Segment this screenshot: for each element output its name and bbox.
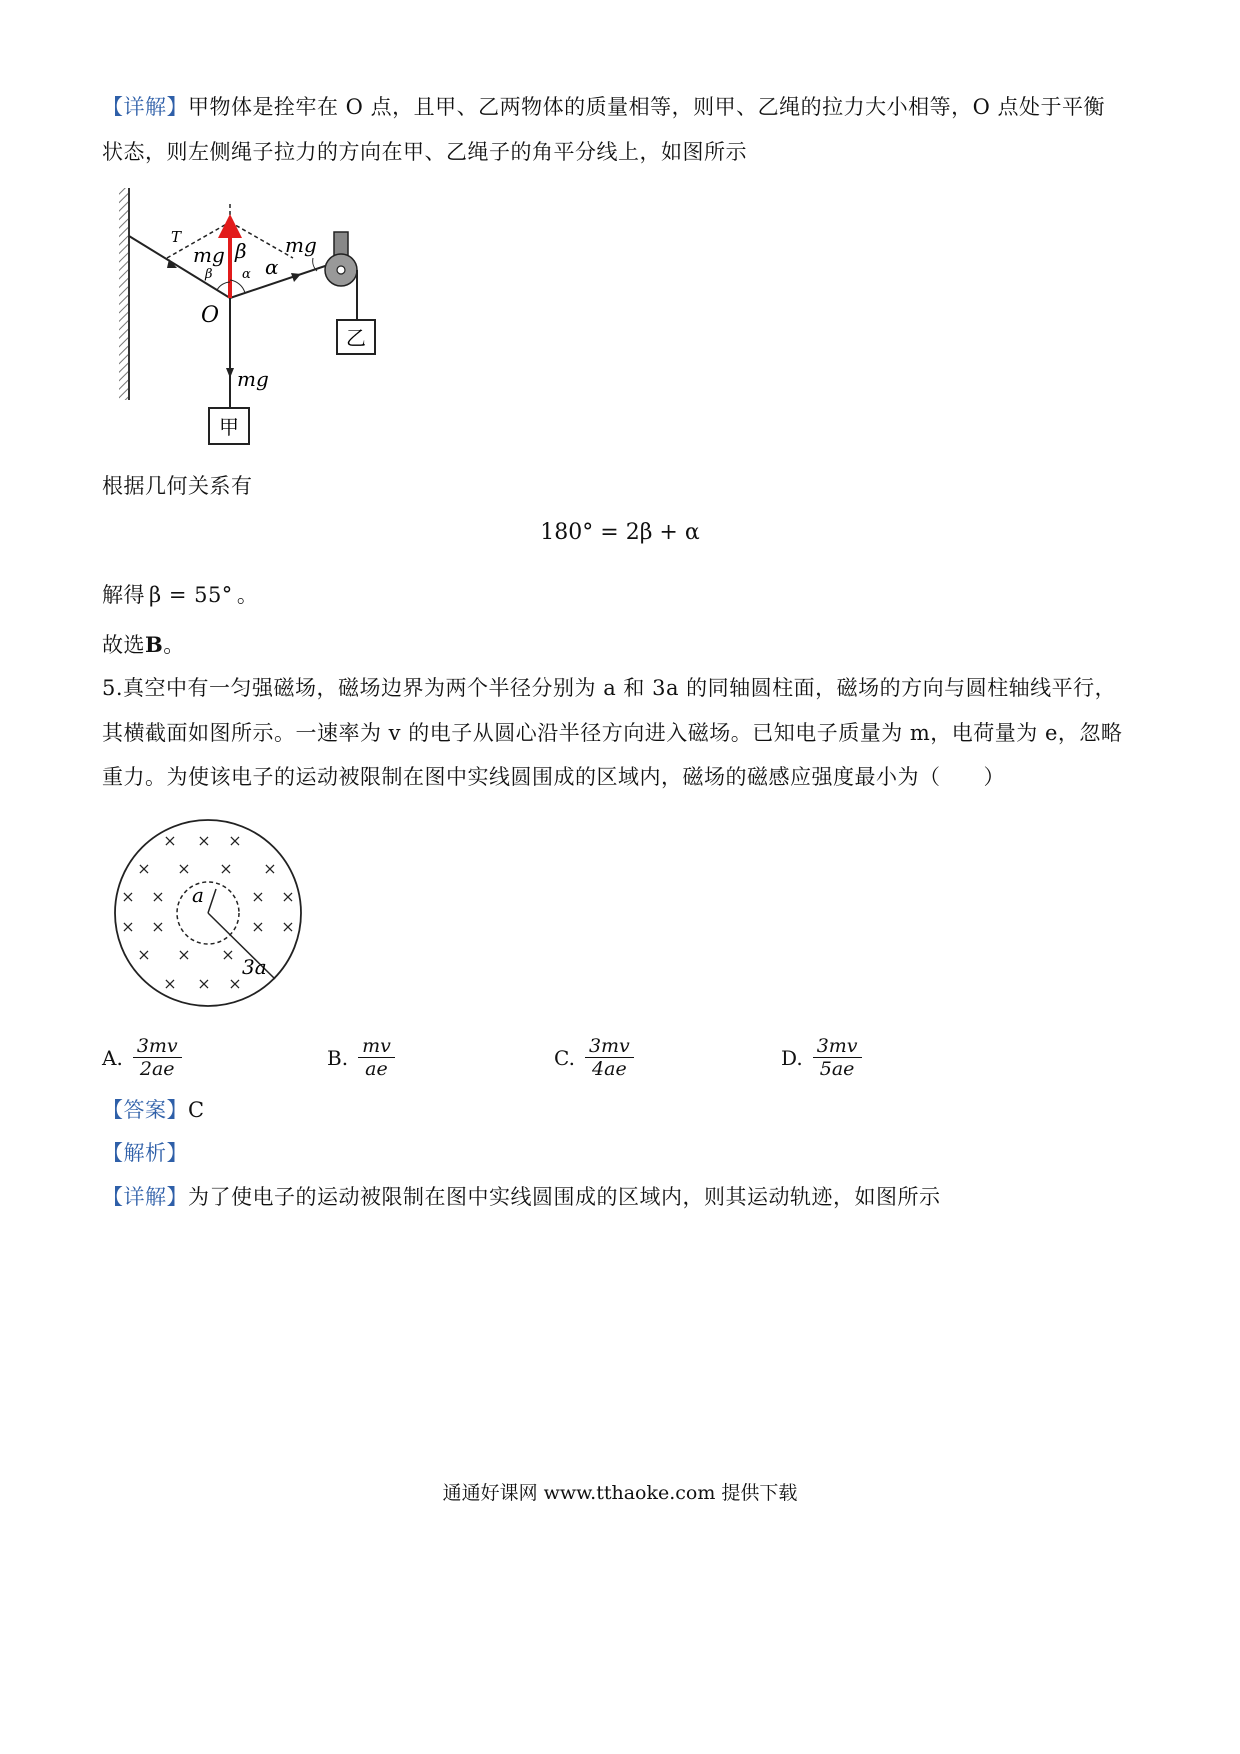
q5-detail-tag: 【详解】	[102, 1185, 188, 1209]
field-cross-mark: ×	[163, 974, 177, 993]
field-cross-mark: ×	[197, 831, 211, 850]
field-cross-mark: ×	[251, 887, 265, 906]
geometry-intro: 根据几何关系有	[102, 474, 253, 498]
field-cross-mark: ×	[177, 859, 191, 878]
field-cross-mark: ×	[137, 859, 151, 878]
solve-line	[102, 580, 258, 610]
field-cross-mark: ×	[151, 917, 165, 936]
page-footer: 通通好课网 www.tthaoke.com 提供下载	[442, 1482, 798, 1504]
solve-expr: β = 55°	[149, 583, 233, 607]
label-alpha-small: α	[242, 267, 251, 282]
option-d-denominator: 5ae	[819, 1058, 855, 1080]
option-b-letter: B.	[327, 1045, 349, 1070]
option-b[interactable]	[327, 1035, 395, 1080]
field-cross-mark: ×	[151, 887, 165, 906]
q5-line2: 其横截面如图所示。一速率为 v 的电子从圆心沿半径方向进入磁场。已知电子质量为 m，电荷量为 e，忽略	[102, 721, 1123, 745]
equation-1	[0, 520, 1240, 545]
field-cross-mark: ×	[228, 831, 242, 850]
force-diagram	[105, 182, 405, 454]
label-mg-left: mg	[193, 243, 225, 267]
option-c-letter: C.	[554, 1045, 575, 1070]
q5-detail-text: 为了使电子的运动被限制在图中实线圆围成的区域内，则其运动轨迹，如图所示	[188, 1185, 941, 1209]
analysis-tag-text: 【解析】	[102, 1141, 188, 1165]
option-d-letter: D.	[781, 1045, 803, 1070]
choose-prefix: 故选	[102, 633, 145, 657]
label-O: O	[201, 303, 220, 328]
field-cross-mark: ×	[137, 945, 151, 964]
answer-line	[102, 1095, 205, 1125]
option-b-denominator: ae	[365, 1058, 388, 1080]
option-c[interactable]	[554, 1035, 634, 1080]
answer-tag: 【答案】	[102, 1098, 188, 1122]
option-d[interactable]	[781, 1035, 862, 1080]
analysis-tag	[102, 1138, 188, 1168]
pulley-axle	[337, 266, 345, 274]
option-c-fraction	[585, 1035, 634, 1080]
inner-radius-label: a	[192, 883, 204, 907]
option-a-numerator: 3mv	[133, 1035, 182, 1058]
detail-tag: 【详解】	[102, 95, 188, 119]
field-cross-mark: ×	[281, 917, 295, 936]
option-a-letter: A.	[102, 1045, 123, 1070]
option-d-numerator: 3mv	[813, 1035, 862, 1058]
q5-line3: 重力。为使该电子的运动被限制在图中实线圆围成的区域内，磁场的磁感应强度最小为（ ）	[102, 765, 1005, 789]
field-cross-mark: ×	[251, 917, 265, 936]
choose-line	[102, 630, 185, 660]
field-cross-mark: ×	[221, 945, 235, 964]
box-jia-label: 甲	[219, 415, 239, 439]
field-cross-mark: ×	[121, 917, 135, 936]
label-T: T	[171, 228, 182, 246]
label-mg-right: mg	[285, 233, 317, 257]
label-beta-top: β	[235, 239, 247, 263]
box-yi-label: 乙	[346, 326, 366, 350]
option-c-numerator: 3mv	[585, 1035, 634, 1058]
choose-suffix: 。	[163, 633, 185, 657]
answer-value: C	[188, 1098, 205, 1122]
label-beta-small: β	[205, 267, 213, 282]
choose-letter: B	[145, 632, 164, 657]
option-a[interactable]	[102, 1035, 182, 1080]
field-cross-mark: ×	[177, 945, 191, 964]
option-d-fraction	[813, 1035, 862, 1080]
magnetic-field-diagram	[100, 814, 320, 1018]
q5-detail-line	[102, 1182, 941, 1212]
option-b-numerator: mv	[358, 1035, 395, 1058]
bottom-rope-arrow	[226, 368, 234, 378]
detail-text-line2: 状态，则左侧绳子拉力的方向在甲、乙绳子的角平分线上，如图所示	[102, 140, 747, 164]
detail-paragraph-line1	[102, 92, 1105, 122]
equation-text: 180° = 2β + α	[540, 520, 700, 545]
detail-text-line1: 甲物体是拴牢在 O 点，且甲、乙两物体的质量相等，则甲、乙绳的拉力大小相等，O 点处于平衡	[188, 95, 1105, 119]
field-cross-mark: ×	[121, 887, 135, 906]
solve-suffix: 。	[236, 583, 259, 607]
q5-line1: 5.真空中有一匀强磁场，磁场边界为两个半径分别为 a 和 3a 的同轴圆柱面，磁场的方向与圆柱轴线平行，	[102, 676, 1117, 700]
field-cross-mark: ×	[219, 859, 233, 878]
option-a-fraction	[133, 1035, 182, 1080]
option-b-fraction	[358, 1035, 395, 1080]
outer-radius-label: 3a	[242, 955, 267, 979]
field-cross-mark: ×	[228, 974, 242, 993]
right-rope-arrow	[291, 273, 301, 282]
option-c-denominator: 4ae	[592, 1058, 627, 1080]
solve-prefix: 解得	[102, 583, 145, 607]
option-a-denominator: 2ae	[139, 1058, 175, 1080]
field-cross-mark: ×	[281, 887, 295, 906]
inner-radius-line	[208, 889, 216, 913]
field-cross-mark: ×	[163, 831, 177, 850]
label-alpha-right: α	[265, 255, 279, 279]
field-cross-mark: ×	[197, 974, 211, 993]
label-mg-bottom: mg	[237, 367, 269, 391]
field-cross-mark: ×	[263, 859, 277, 878]
wall-hatch	[119, 188, 129, 400]
